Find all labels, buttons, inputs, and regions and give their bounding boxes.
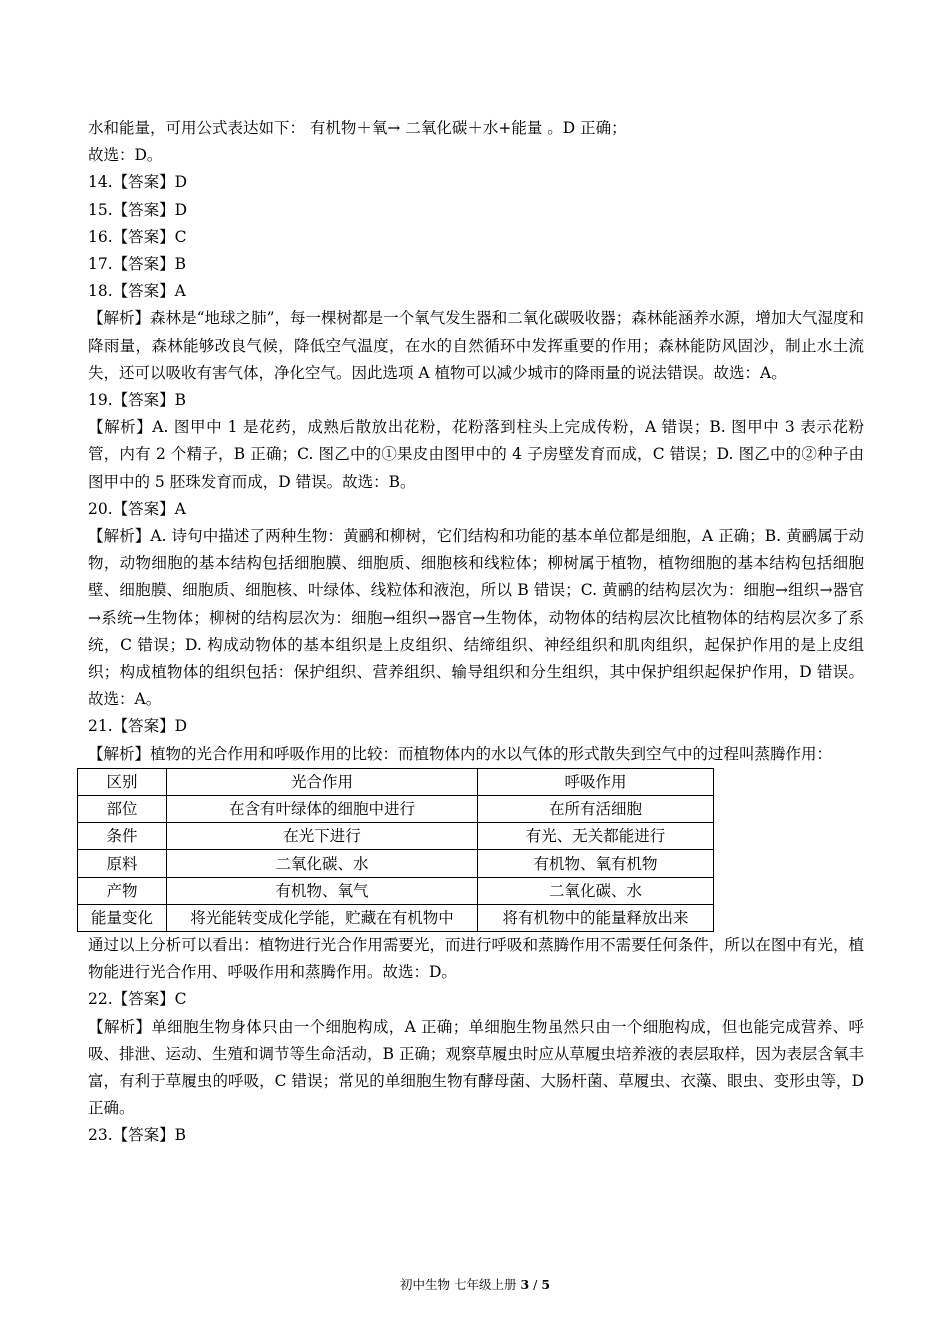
- table-cell: 原料: [78, 850, 167, 877]
- answer-19: 19.【答案】B: [88, 391, 187, 410]
- table-cell: 呼吸作用: [478, 768, 714, 795]
- answer-23: 23.【答案】B: [88, 1126, 187, 1145]
- table-cell: 有机物、氧有机物: [478, 850, 714, 877]
- answer-16: 16.【答案】C: [88, 227, 187, 246]
- analysis-22: 【解析】单细胞生物身体只由一个细胞构成，A 正确；单细胞生物虽然只由一个细胞构成，但也能完成营养、呼吸、排泄、运动、生殖和调节等生命活动，B 正确；观察草履虫时应从草履虫培养液的表层取样，因为表层含氧丰富，有利于草履虫的呼吸，C 错误；常见的单细胞生物有酵母菌、大肠杆菌、草履虫、衣藻、眼虫、变形虫等，D 正确。: [88, 1017, 864, 1118]
- table-row: [78, 904, 714, 931]
- table-row: [78, 877, 714, 904]
- table-cell: 二氧化碳、水: [167, 850, 478, 877]
- table-row: [78, 768, 714, 795]
- table-cell: 有光、无关都能进行: [478, 823, 714, 850]
- page-footer: [0, 1276, 950, 1294]
- table-cell: 能量变化: [78, 904, 167, 931]
- page-total: 5: [541, 1277, 551, 1292]
- page-separator: /: [529, 1277, 542, 1292]
- table-row: [78, 850, 714, 877]
- analysis-21-intro: 【解析】植物的光合作用和呼吸作用的比较：而植物体内的水以气体的形式散失到空气中的过程叫蒸腾作用：: [88, 744, 833, 763]
- answer-line: 故选：D。: [88, 146, 163, 165]
- table-cell: 在光下进行: [167, 823, 478, 850]
- answer-14: 14.【答案】D: [88, 173, 188, 192]
- table-row: [78, 823, 714, 850]
- page-number: 3: [520, 1277, 530, 1292]
- answer-17: 17.【答案】B: [88, 255, 187, 274]
- table-cell: 产物: [78, 877, 167, 904]
- table-cell: 二氧化碳、水: [478, 877, 714, 904]
- table-cell: 将有机物中的能量释放出来: [478, 904, 714, 931]
- comparison-table: [77, 768, 714, 932]
- document-body: [88, 115, 864, 1150]
- analysis-18: 【解析】森林是“地球之肺”，每一棵树都是一个氧气发生器和二氧化碳吸收器；森林能涵养水源，增加大气湿度和降雨量，森林能够改良气候，降低空气温度，在水的自然循环中发挥重要的作用；森林能防风固沙，制止水土流失，还可以吸收有害气体，净化空气。因此选项 A 植物可以减少城市的降雨量的说法错误。故选：A。: [88, 309, 864, 382]
- answer-21: 21.【答案】D: [88, 717, 188, 736]
- answer-line: 水和能量，可用公式表达如下： 有机物＋氧→ 二氧化碳＋水+能量 。D 正确；: [88, 119, 627, 137]
- table-cell: 条件: [78, 823, 167, 850]
- table-row: [78, 796, 714, 823]
- analysis-19: 【解析】A. 图甲中 1 是花药，成熟后散放出花粉，花粉落到柱头上完成传粉，A 错误；B. 图甲中 3 表示花粉管，内有 2 个精子，B 正确；C. 图乙中的①果皮由图甲中的 4 子房壁发育而成，C 错误；D. 图乙中的②种子由图甲中的 5 胚珠发育而成，D 错误。故选：B。: [88, 418, 864, 491]
- table-cell: 在含有叶绿体的细胞中进行: [167, 796, 478, 823]
- table-cell: 将光能转变成化学能，贮藏在有机物中: [167, 904, 478, 931]
- answer-20: 20.【答案】A: [88, 499, 186, 518]
- table-cell: 部位: [78, 796, 167, 823]
- analysis-21-conclusion: 通过以上分析可以看出：植物进行光合作用需要光，而进行呼吸和蒸腾作用不需要任何条件，所以在图中有光，植物能进行光合作用、呼吸作用和蒸腾作用。故选：D。: [88, 936, 864, 982]
- table-cell: 光合作用: [167, 768, 478, 795]
- answer-15: 15.【答案】D: [88, 200, 188, 219]
- table-cell: 在所有活细胞: [478, 796, 714, 823]
- analysis-20: 【解析】A. 诗句中描述了两种生物：黄鹂和柳树，它们结构和功能的基本单位都是细胞，A 正确；B. 黄鹂属于动物，动物细胞的基本结构包括细胞膜、细胞质、细胞核和线粒体；柳树属于植物，植物细胞的基本结构包括细胞壁、细胞膜、细胞质、细胞核、叶绿体、线粒体和液泡，所以 B 错误；C. 黄鹂的结构层次为：细胞→组织→器官→系统→生物体；柳树的结构层次为：细胞→组织→器官→生物体，动物体的结构层次比植物体的结构层次多了系统，C 错误；D. 构成动物体的基本组织是上皮组织、结缔组织、神经组织和肌肉组织，起保护作用的是上皮组织；构成植物体的组织包括：保护组织、营养组织、输导组织和分生组织，其中保护组织起保护作用，D 错误。故选：A。: [88, 527, 864, 709]
- answer-22: 22.【答案】C: [88, 990, 187, 1009]
- answer-18: 18.【答案】A: [88, 282, 186, 301]
- table-cell: 区别: [78, 768, 167, 795]
- table-cell: 有机物、氧气: [167, 877, 478, 904]
- footer-label: 初中生物 七年级上册: [399, 1277, 517, 1292]
